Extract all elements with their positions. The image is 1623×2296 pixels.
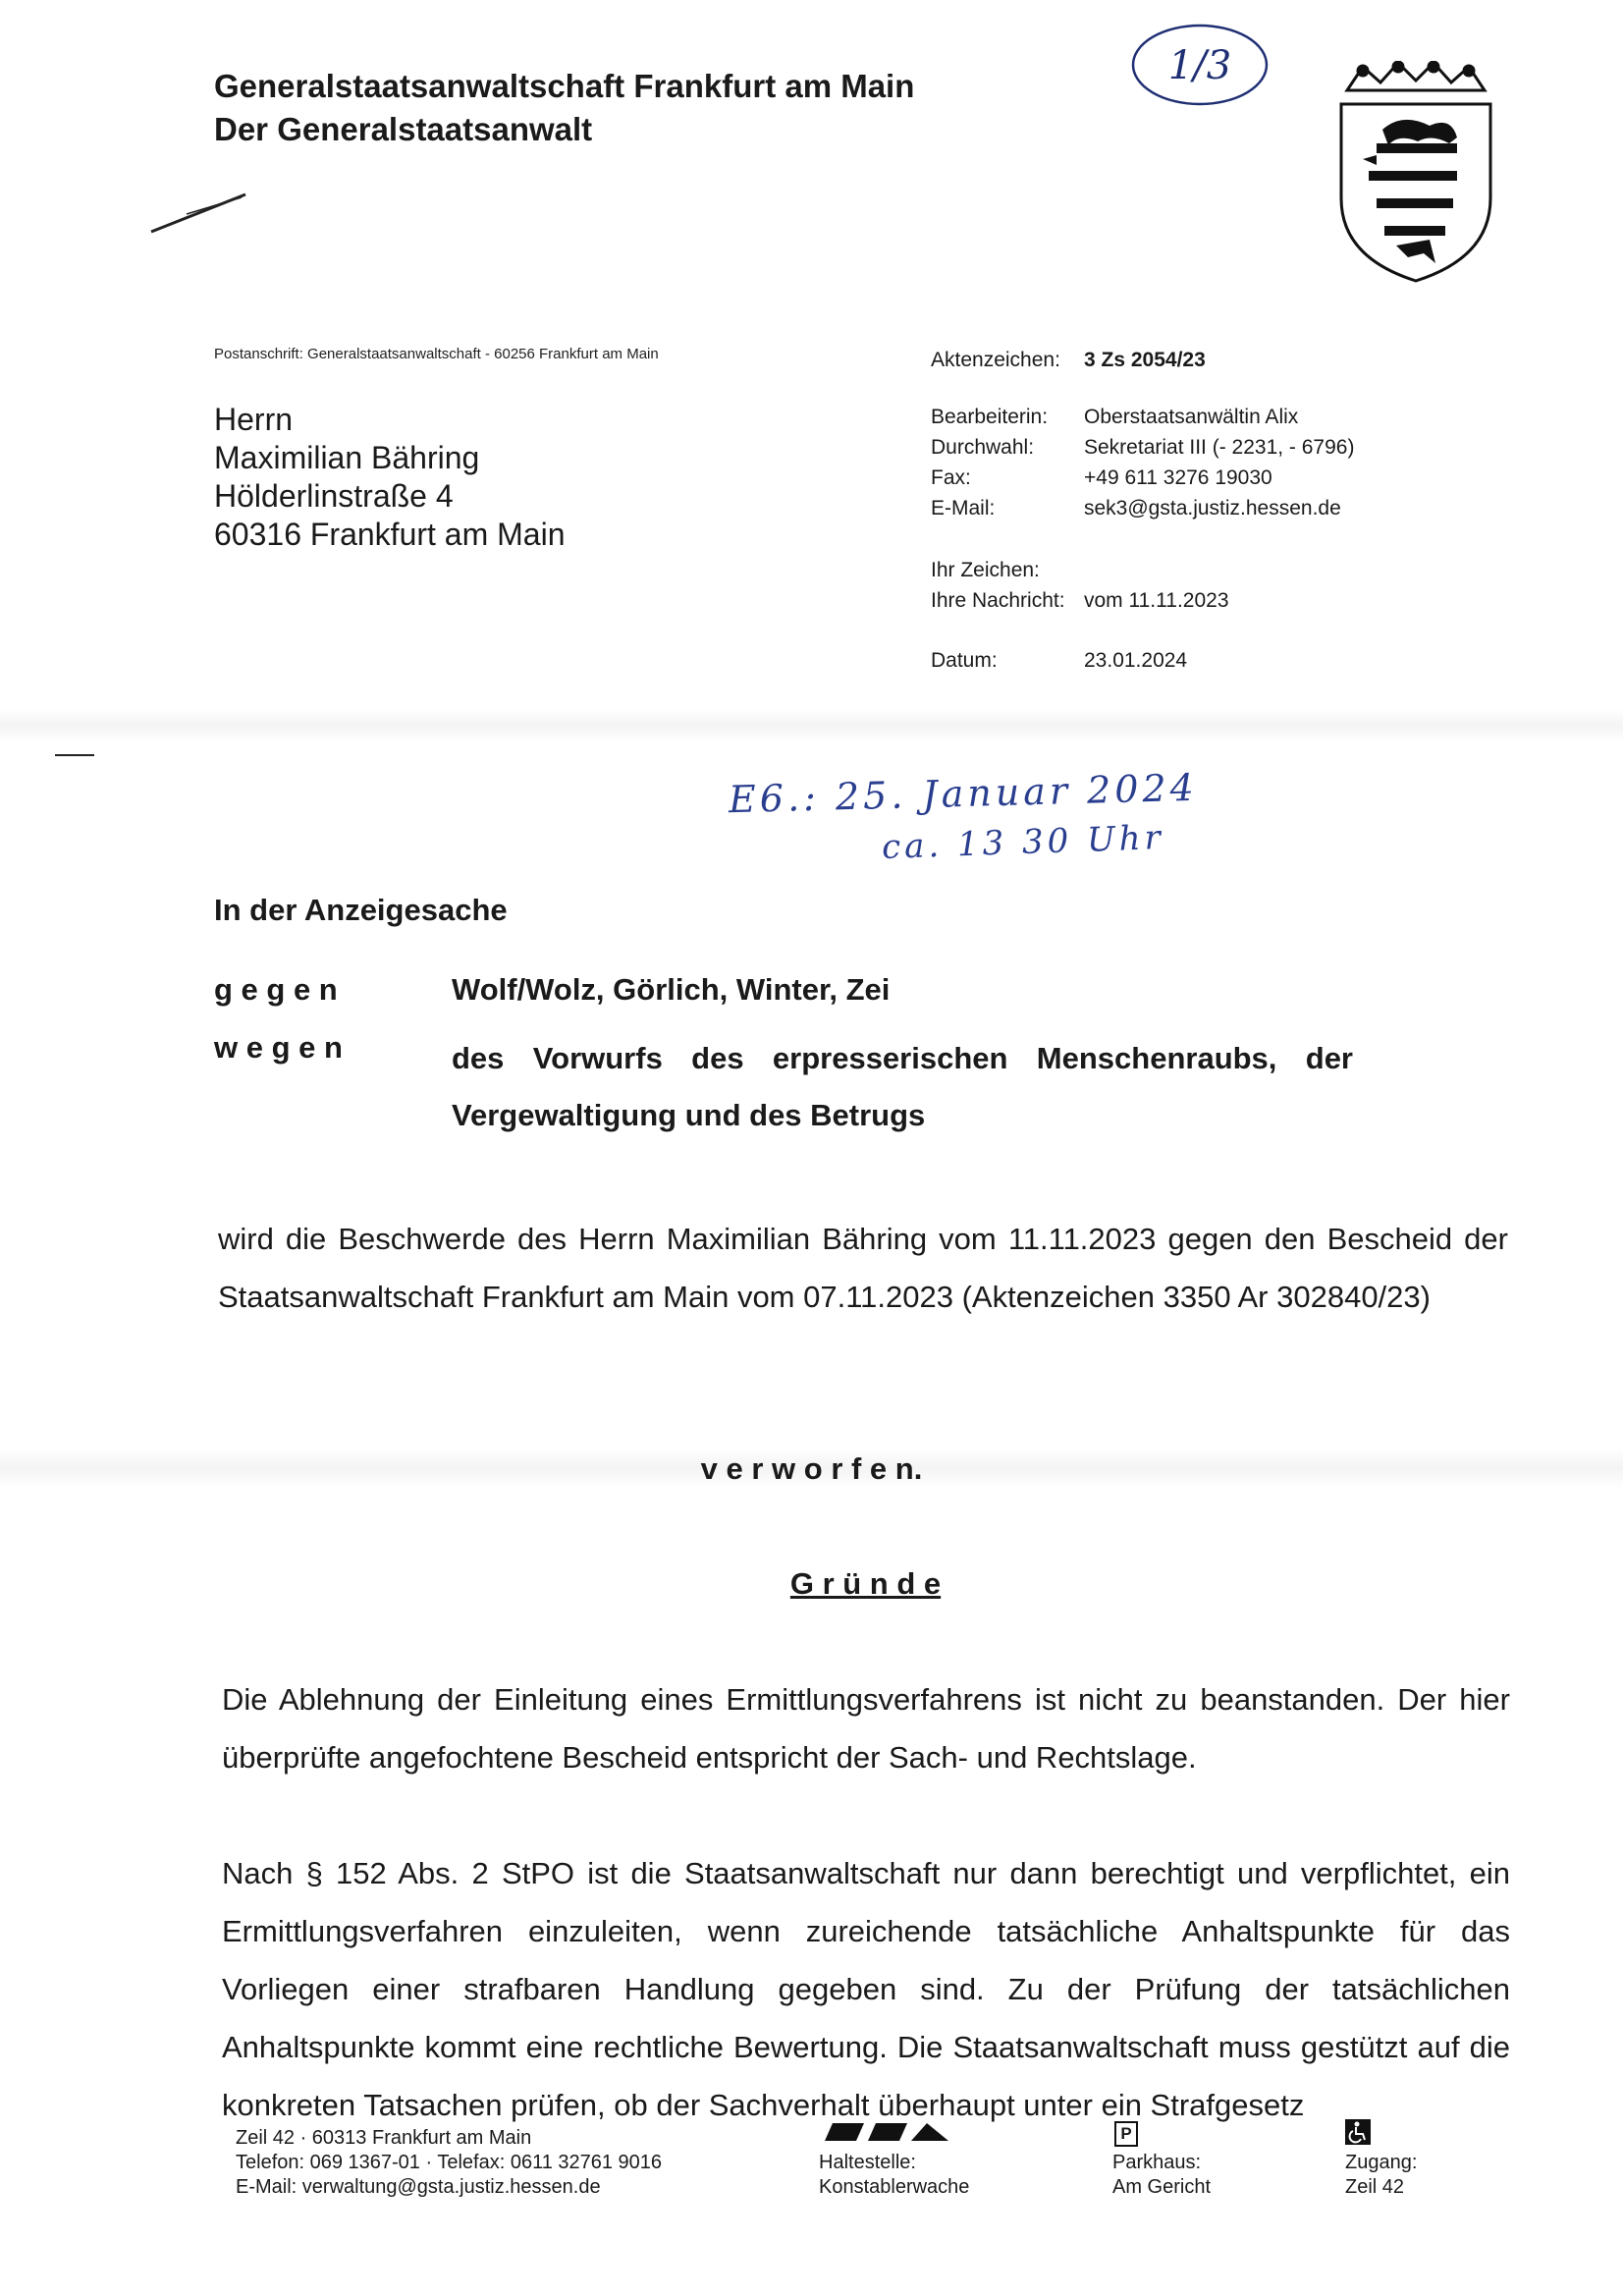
handwritten-page-mark [1127,18,1274,112]
authority-subtitle: Der Generalstaatsanwalt [214,111,593,147]
reference-aktenzeichen [931,345,1206,375]
bearbeiterin-value: Oberstaatsanwältin Alix [1084,406,1299,428]
email-label: E-Mail: [931,497,996,519]
verdict: v e r w o r f e n. [700,1451,923,1486]
footer-email: E-Mail: verwaltung@gsta.justiz.hessen.de [236,2176,601,2198]
recipient-city: 60316 Frankfurt am Main [214,517,566,552]
reference-correspondence [931,555,1229,616]
decision-paragraph: wird die Beschwerde des Herrn Maximilian Bähring vom 11.11.2023 gegen den Bescheid der Staatsanwaltschaft Frankfurt am Main vom 07.11.2023 (Aktenzeichen 3350 Ar 302840/23) [218,1222,1508,1314]
durchwahl-label: Durchwahl: [931,436,1035,459]
footer-access [1345,2151,1417,2200]
rmv-logo-icon [821,2121,954,2143]
zugang-label: Zugang: [1345,2152,1418,2173]
bearbeiterin-label: Bearbeiterin: [931,406,1049,428]
margin-mark [55,754,94,756]
wegen-value-line1: des Vorwurfs des erpresserischen Menschenraubs, der [452,1041,1353,1075]
footer-phone: Telefon: 069 1367-01 · Telefax: 0611 32761 9016 [236,2152,663,2173]
reasons-heading: G r ü n d e [789,1566,942,1601]
wegen-value-line2: Vergewaltigung und des Betrugs [452,1098,926,1132]
recipient-street: Hölderlinstraße 4 [214,478,454,514]
gegen-value: Wolf/Wolz, Görlich, Winter, Zei [452,972,891,1007]
aktenzeichen-label: Aktenzeichen: [931,349,1060,371]
aktenzeichen-value: 3 Zs 2054/23 [1084,349,1206,371]
recipient-salutation: Herrn [214,402,294,437]
reference-date [931,645,1187,676]
wegen-label: w e g e n [214,1030,343,1065]
reasons-paragraph-1: Die Ablehnung der Einleitung eines Ermittlungsverfahrens ist nicht zu beanstanden. Der hier überprüfte angefochtene Bescheid entspricht der Sach- und Rechtslage. [222,1682,1510,1775]
postal-address-line: Postanschrift: Generalstaatsanwaltschaft - 60256 Frankfurt am Main [214,346,659,362]
handwritten-receipt-time: ca. 13 30 Uhr [881,817,1165,868]
page-mark-text: 1/3 [1167,43,1232,88]
recipient-name: Maximilian Bähring [214,440,480,475]
parking-icon: P [1114,2121,1138,2147]
fax-label: Fax: [931,466,971,489]
zugang-value: Zeil 42 [1345,2176,1405,2198]
footer-address: Zeil 42 · 60313 Frankfurt am Main [236,2127,532,2149]
parkhaus-value: Am Gericht [1112,2176,1212,2198]
footer-contact [236,2126,662,2200]
durchwahl-value: Sekretariat III (- 2231, - 6796) [1084,436,1355,459]
haltestelle-label: Haltestelle: [819,2152,916,2173]
ihre-nachricht-label: Ihre Nachricht: [931,589,1065,612]
authority-name: Generalstaatsanwaltschaft Frankfurt am Main [214,68,915,104]
case-intro: In der Anzeigesache [214,893,508,927]
gegen-label: g e g e n [214,972,338,1007]
hessen-coat-of-arms-icon [1333,61,1498,287]
footer-transit [819,2151,969,2200]
footer-parking [1112,2151,1211,2200]
wheelchair-icon [1345,2119,1371,2145]
parkhaus-label: Parkhaus: [1112,2152,1202,2173]
reasons-paragraph-2: Nach § 152 Abs. 2 StPO ist die Staatsanwaltschaft nur dann berechtigt und verpflichtet, ein Ermittlungsverfahren einzuleiten, wenn zureichende tatsächliche Anhaltspunkte für das Vorliegen einer strafbaren Handlung gegeben sind. Zu der Prüfung der tatsächlichen Anhaltspunkte kommt eine rechtliche Bewertung. Die Staatsanwaltschaft muss gestützt auf die konkreten Tatsachen prüfen, ob der Sachverhalt überhaupt unter ein Strafgesetz [222,1856,1510,2122]
ihr-zeichen-label: Ihr Zeichen: [931,559,1040,581]
scan-fold [0,709,1623,742]
reference-contact [931,402,1354,523]
datum-label: Datum: [931,649,998,672]
wegen-value [452,1030,1353,1144]
handwritten-receipt-date: E6.: 25. Januar 2024 [728,765,1199,822]
recipient-address [214,401,566,554]
haltestelle-value: Konstablerwache [819,2176,970,2198]
email-value: sek3@gsta.justiz.hessen.de [1084,497,1341,519]
ihre-nachricht-value: vom 11.11.2023 [1084,589,1229,612]
datum-value: 23.01.2024 [1084,649,1188,672]
fax-value: +49 611 3276 19030 [1084,466,1272,489]
pen-stroke-mark [147,189,250,240]
